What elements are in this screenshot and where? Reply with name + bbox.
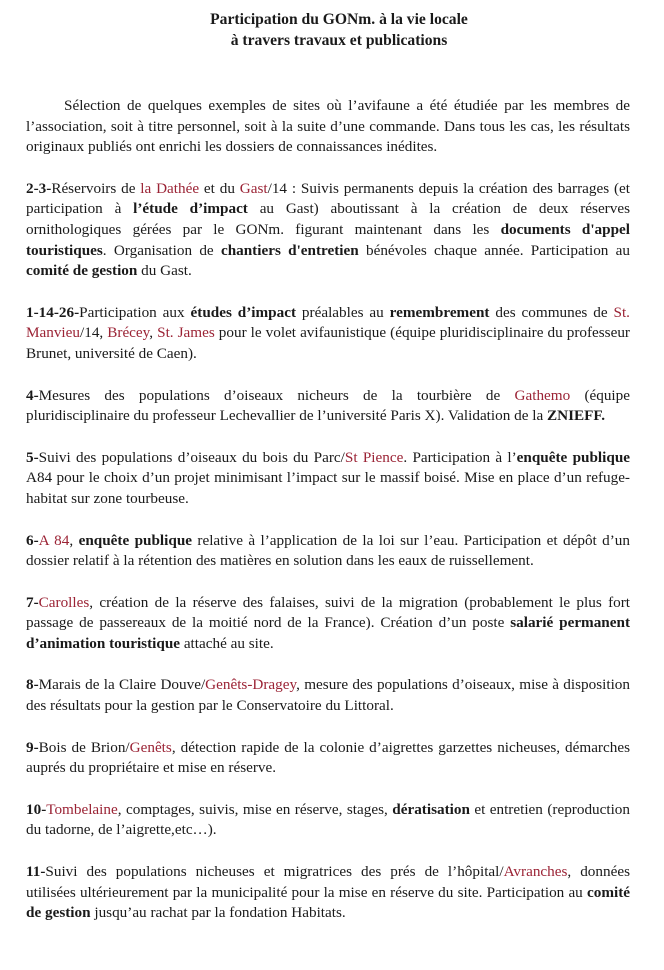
- place-name: St. James: [157, 324, 215, 342]
- site-item-number: 11-: [26, 863, 46, 881]
- place-name: Gathemo: [514, 386, 571, 404]
- place-name: Genêts-Dragey: [205, 676, 297, 694]
- bold-emphasis: documents d'appel touristiques: [26, 220, 630, 259]
- site-item: [26, 593, 630, 655]
- site-item: [26, 448, 630, 510]
- site-item-number: 8-: [26, 676, 39, 694]
- site-item-number: 10-: [26, 800, 47, 818]
- bold-emphasis: l’étude d’impact: [133, 200, 248, 218]
- bold-emphasis: comité de gestion: [26, 883, 630, 922]
- place-name: St. Manvieu: [26, 303, 630, 342]
- bold-emphasis: enquête publique: [516, 448, 631, 466]
- bold-emphasis: salarié permanent d’animation touristique: [26, 614, 630, 652]
- body-text: et du: [199, 179, 240, 197]
- place-name: Gast: [239, 179, 268, 197]
- site-item: [26, 862, 630, 924]
- body-text: Participation aux: [79, 303, 191, 321]
- document-page: [26, 0, 630, 924]
- body-text: relative à l’application de la loi sur l’eau. Participation et dépôt d’un dossier relatif à la rétention des matières en solution dans les eaux de ruissellement.: [26, 531, 630, 570]
- body-text: bénévoles chaque année. Participation au: [358, 241, 630, 259]
- body-text: , comptages, suivis, mise en réserve, stages,: [117, 800, 393, 818]
- place-name: A 84: [38, 531, 70, 549]
- body-text: au Gast) aboutissant à la création de deux réserves ornithologiques gérées par le GONm. figurant maintenant dans les: [26, 200, 630, 238]
- place-name: Genêts: [129, 738, 172, 756]
- body-text: Mesures des populations d’oiseaux nicheurs de la tourbière de: [38, 386, 515, 404]
- site-item-number: 9-: [26, 738, 39, 756]
- site-item-number: 4-: [26, 386, 39, 404]
- body-text: Marais de la Claire Douve/: [38, 676, 206, 694]
- site-item: [26, 675, 630, 716]
- intro-paragraph: Sélection de quelques exemples de sites où l’avifaune a été étudiée par les membres de l’association, soit à titre personnel, soit à la suite d’une commande. Dans tous les cas, les résultats originaux publiés ont enrichi les dossiers de connaissances inédites.: [26, 97, 630, 156]
- place-name: Tombelaine: [46, 800, 118, 818]
- bold-emphasis: études d’impact: [190, 303, 297, 321]
- site-item-number: 1-14-26-: [26, 303, 80, 321]
- site-item-number: 5-: [26, 448, 39, 466]
- body-text: , création de la réserve des falaises, suivi de la migration (probablement le plus fort passage de passereaux de la moitié nord de la France). Création d’un poste: [26, 593, 630, 632]
- site-item-number: 7-: [26, 593, 39, 611]
- body-text: attaché au site.: [180, 634, 274, 652]
- site-item: [26, 179, 630, 282]
- body-text: Suivi des populations nicheuses et migratrices des prés de l’hôpital/: [45, 863, 504, 881]
- bold-emphasis: remembrement: [389, 303, 490, 321]
- place-name: Carolles: [38, 593, 90, 611]
- place-name: Avranches: [503, 863, 568, 881]
- body-text: , détection rapide de la colonie d’aigrettes garzettes nicheuses, démarches auprés du propriétaire et mise en réserve.: [26, 738, 630, 777]
- title-line-2: à travers travaux et publications: [230, 32, 448, 49]
- site-item: [26, 531, 630, 572]
- site-item-number: 6-: [26, 531, 39, 549]
- site-item-number: 2-3-: [26, 179, 52, 197]
- body-text: ,: [149, 324, 158, 342]
- body-text: ,: [69, 531, 79, 549]
- bold-emphasis: dératisation: [392, 800, 470, 818]
- body-text: /14 : Suivis permanents depuis la création des barrages (et participation à: [26, 179, 630, 218]
- site-item: [26, 303, 630, 365]
- site-item: [26, 386, 630, 427]
- site-item: [26, 800, 630, 841]
- body-text: jusqu’au rachat par la fondation Habitats.: [90, 904, 346, 922]
- body-text: (équipe pluridisciplinaire du professeur Lechevallier de l’université Paris X). Validation de la: [26, 386, 630, 425]
- title-line-1: Participation du GONm. à la vie locale: [210, 11, 468, 28]
- body-text: , mesure des populations d’oiseaux, mise à disposition des résultats pour la gestion par le Conservatoire du Littoral.: [26, 676, 630, 715]
- body-text: Suivi des populations d’oiseaux du bois du Parc/: [38, 448, 345, 466]
- place-name: Brécey: [107, 324, 150, 342]
- place-name: la Dathée: [140, 179, 200, 197]
- bold-emphasis: comité de gestion: [26, 262, 138, 280]
- body-text: A84 pour le choix d’un projet minimisant l’impact sur le massif boisé. Mise en place d’un refuge-habitat sur zone tourbeuse.: [26, 469, 630, 507]
- bold-emphasis: enquête publique: [78, 531, 193, 549]
- body-text: , données utilisées ultérieurement par la municipalité pour la mise en réserve du site. Participation au: [26, 863, 630, 901]
- site-list: [26, 179, 630, 924]
- body-text: préalables au: [296, 303, 390, 321]
- body-text: Bois de Brion/: [38, 738, 130, 756]
- body-text: . Organisation de: [102, 241, 221, 259]
- body-text: pour le volet avifaunistique (équipe pluridisciplinaire du professeur Brunet, université de Caen).: [26, 324, 630, 362]
- body-text: des communes de: [489, 303, 614, 321]
- bold-emphasis: ZNIEFF.: [547, 407, 606, 425]
- body-text: /14,: [80, 324, 108, 342]
- body-text: Réservoirs de: [51, 179, 141, 197]
- place-name: St Pience: [344, 448, 404, 466]
- site-item: [26, 738, 630, 779]
- body-text: et entretien (reproduction du tadorne, de l’aigrette,etc…).: [26, 800, 630, 839]
- bold-emphasis: chantiers d'entretien: [220, 241, 359, 259]
- body-text: . Participation à l’: [403, 448, 517, 466]
- document-title: [48, 9, 630, 51]
- body-text: du Gast.: [137, 262, 192, 280]
